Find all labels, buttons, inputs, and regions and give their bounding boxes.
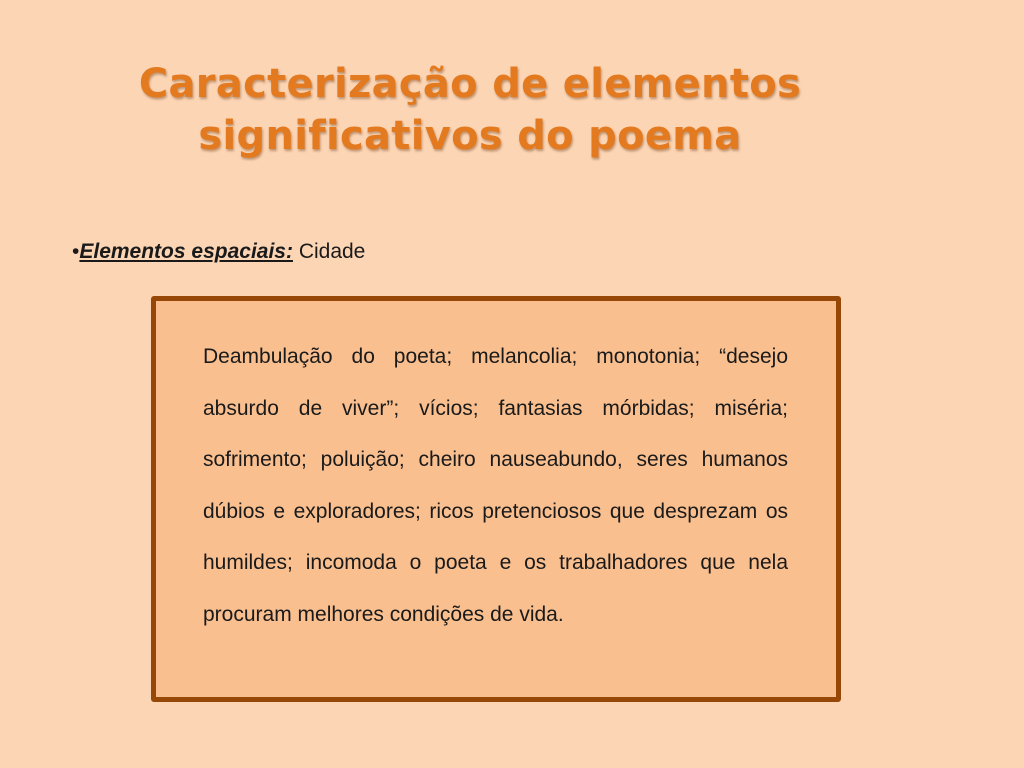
bullet-value: Cidade [298, 240, 366, 263]
slide-title-line-2: significativos do poema [198, 113, 742, 159]
description-text: Deambulação do poeta; melancolia; monotonia; “desejo absurdo de viver”; vícios; fantasias mórbidas; miséria; sofrimento; poluição; cheiro nauseabundo, seres humanos dúbios e exploradores; ricos pretenciosos que desprezam os humildes; incomoda o poeta e os trabalhadores que nela procuram melhores condições de vida. [203, 345, 788, 626]
bullet-label: Elementos espaciais: [79, 240, 293, 263]
description-box [151, 296, 841, 702]
bullet-item [72, 240, 365, 264]
bullet-marker: • [72, 240, 80, 263]
slide-title-line-1: Caracterização de elementos [138, 61, 802, 107]
slide-title [60, 58, 880, 162]
